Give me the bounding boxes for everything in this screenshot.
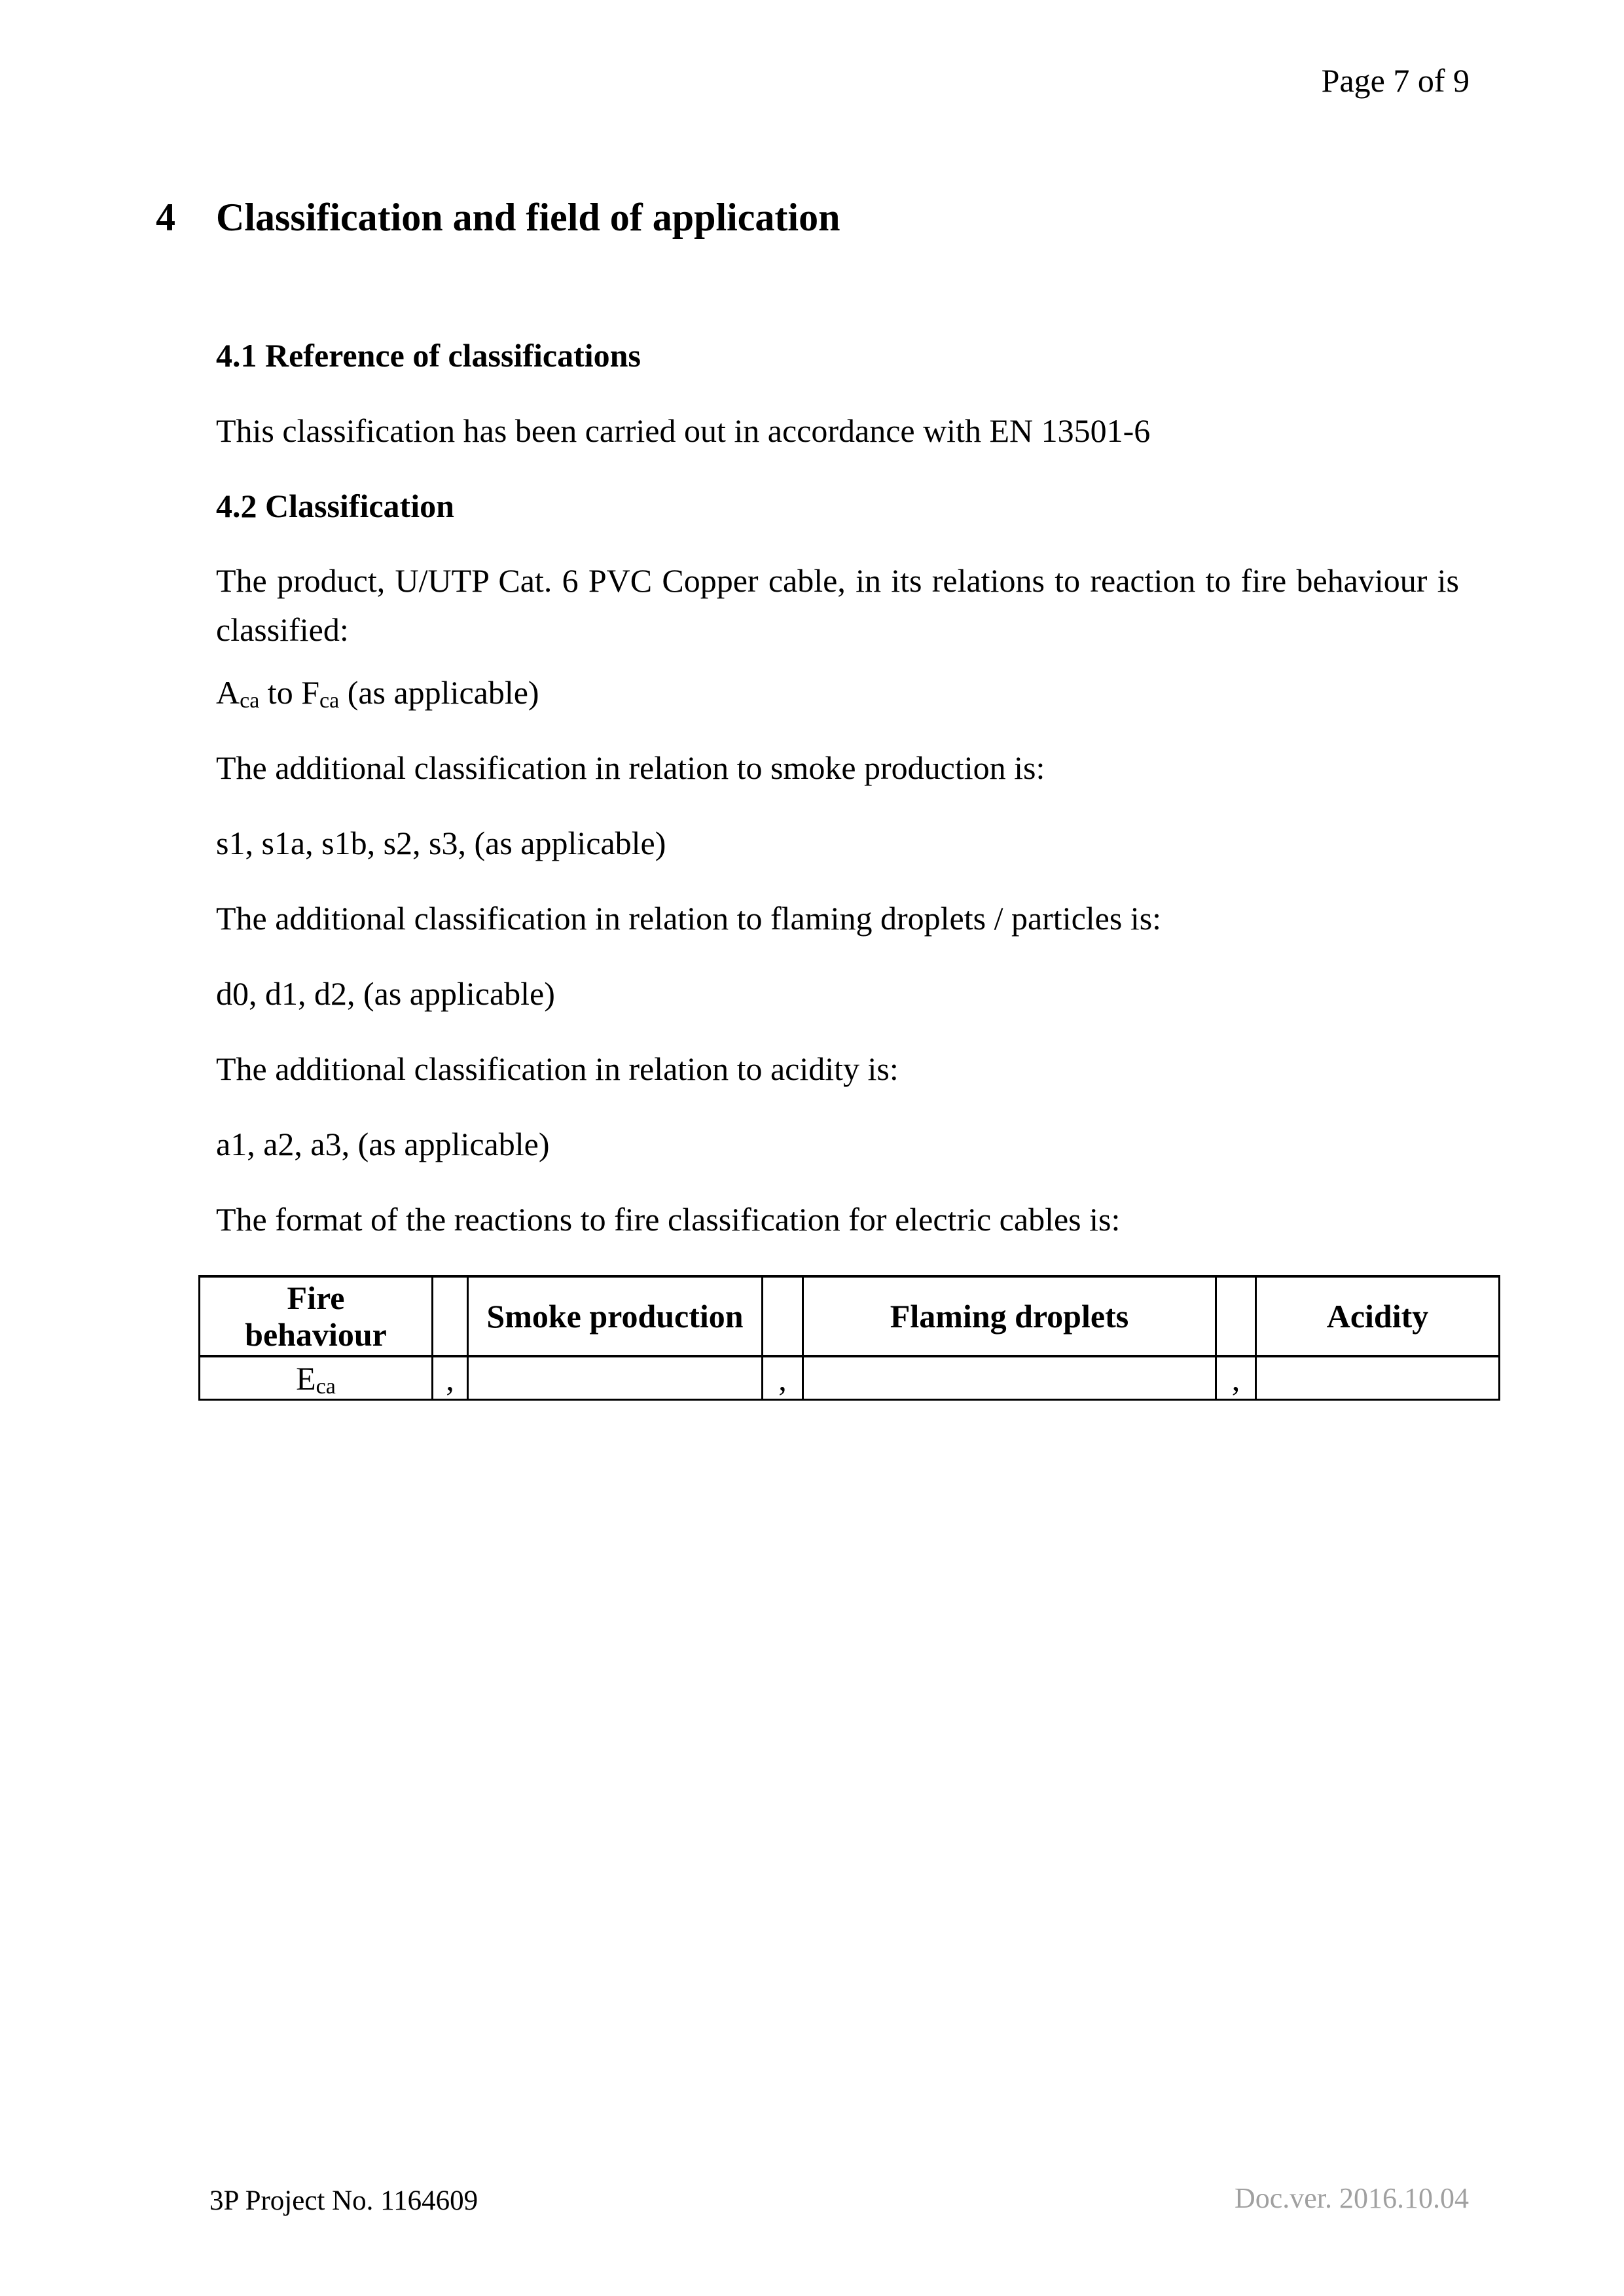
reference-statement: This classification has been carried out in accordance with EN 13501-6 xyxy=(216,412,1151,449)
fire-class-a: A xyxy=(216,674,240,711)
table-data-row xyxy=(200,1356,1500,1400)
cell-fire-behaviour-value xyxy=(200,1356,433,1400)
cell-comma-2: , xyxy=(763,1356,803,1400)
section-heading-number: 4 xyxy=(156,196,175,239)
droplets-values: d0, d1, d2, (as applicable) xyxy=(216,975,555,1012)
header-flaming-droplets: Flaming droplets xyxy=(803,1276,1216,1356)
fire-class-range xyxy=(216,673,1459,711)
fire-class-f-subscript: ca xyxy=(319,689,340,713)
header-fire-behaviour xyxy=(200,1276,433,1356)
subsection-41-title: 4.1 Reference of classifications xyxy=(216,337,641,374)
footer-project-number: 3P Project No. 1164609 xyxy=(209,2185,478,2216)
droplets-label: The additional classification in relation to flaming droplets / particles is: xyxy=(216,900,1162,937)
cell-droplets-value xyxy=(803,1356,1216,1400)
section-heading-title: Classification and field of application xyxy=(216,196,840,239)
acidity-values: a1, a2, a3, (as applicable) xyxy=(216,1126,550,1162)
eca-base: E xyxy=(296,1359,316,1397)
fire-class-a-subscript: ca xyxy=(240,689,260,713)
smoke-label: The additional classification in relation to smoke production is: xyxy=(216,749,1045,786)
fire-class-tail: (as applicable) xyxy=(339,674,539,711)
header-smoke-production: Smoke production xyxy=(468,1276,763,1356)
acidity-label: The additional classification in relation to acidity is: xyxy=(216,1050,899,1087)
smoke-values: s1, s1a, s1b, s2, s3, (as applicable) xyxy=(216,825,666,861)
classification-intro-line1: The product, U/UTP Cat. 6 PVC Copper cable, in its relations to reaction to fire behaviour is xyxy=(216,562,1459,599)
cell-comma-1: , xyxy=(433,1356,468,1400)
eca-subscript: ca xyxy=(316,1374,336,1399)
section-heading xyxy=(156,194,840,240)
header-acidity: Acidity xyxy=(1256,1276,1500,1356)
cell-acidity-value xyxy=(1256,1356,1500,1400)
table-header-row xyxy=(200,1276,1500,1356)
classification-intro-line2: classified: xyxy=(216,611,349,648)
format-label: The format of the reactions to fire classification for electric cables is: xyxy=(216,1201,1121,1238)
cell-smoke-value xyxy=(468,1356,763,1400)
header-spacer-1 xyxy=(433,1276,468,1356)
classification-format-table xyxy=(198,1275,1500,1401)
cell-comma-3: , xyxy=(1216,1356,1256,1400)
footer-doc-version: Doc.ver. 2016.10.04 xyxy=(1234,2182,1469,2214)
fire-class-mid: to F xyxy=(259,674,319,711)
header-spacer-3 xyxy=(1216,1276,1256,1356)
header-fire-behaviour-label: Fire behaviour xyxy=(245,1280,387,1353)
header-spacer-2 xyxy=(763,1276,803,1356)
subsection-42-title: 4.2 Classification xyxy=(216,488,454,524)
page-number: Page 7 of 9 xyxy=(1321,62,1470,99)
